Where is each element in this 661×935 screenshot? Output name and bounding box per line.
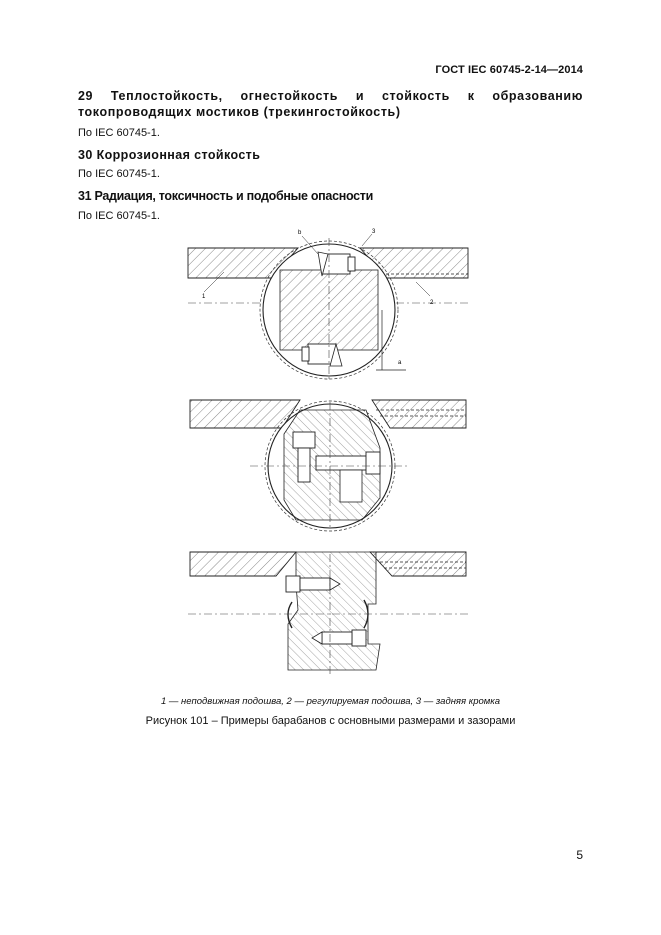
figure-101-drawings (180, 224, 480, 684)
label-fixed-sole: 1 (202, 294, 206, 300)
section-31-title: 31 Радиация, токсичность и подобные опасности (78, 189, 373, 203)
label-b: b (298, 230, 302, 236)
drum-diagram-2 (190, 400, 466, 531)
drum-diagram-1 (188, 229, 470, 382)
label-a: a (398, 360, 402, 366)
section-29-title: 29 Теплостойкость, огнестойкость и стойкость к образованию токопроводящих мостиков (трекингостойкость) (78, 89, 583, 119)
section-30-title: 30 Коррозионная стойкость (78, 148, 261, 162)
document-standard-header: ГОСТ IEC 60745-2-14—2014 (435, 64, 583, 76)
figure-caption: Рисунок 101 – Примеры барабанов с основными размерами и зазорами (145, 715, 516, 727)
page-number: 5 (576, 848, 583, 862)
section-30-body: По IEC 60745-1. (78, 168, 160, 180)
label-adjustable-sole: 2 (430, 300, 434, 306)
drum-diagram-3 (188, 552, 470, 674)
section-29-body: По IEC 60745-1. (78, 127, 160, 139)
label-rear-edge: 3 (372, 229, 376, 235)
figure-legend: 1 — неподвижная подошва, 2 — регулируемая подошва, 3 — задняя кромка (160, 696, 501, 707)
section-31-body: По IEC 60745-1. (78, 210, 160, 222)
